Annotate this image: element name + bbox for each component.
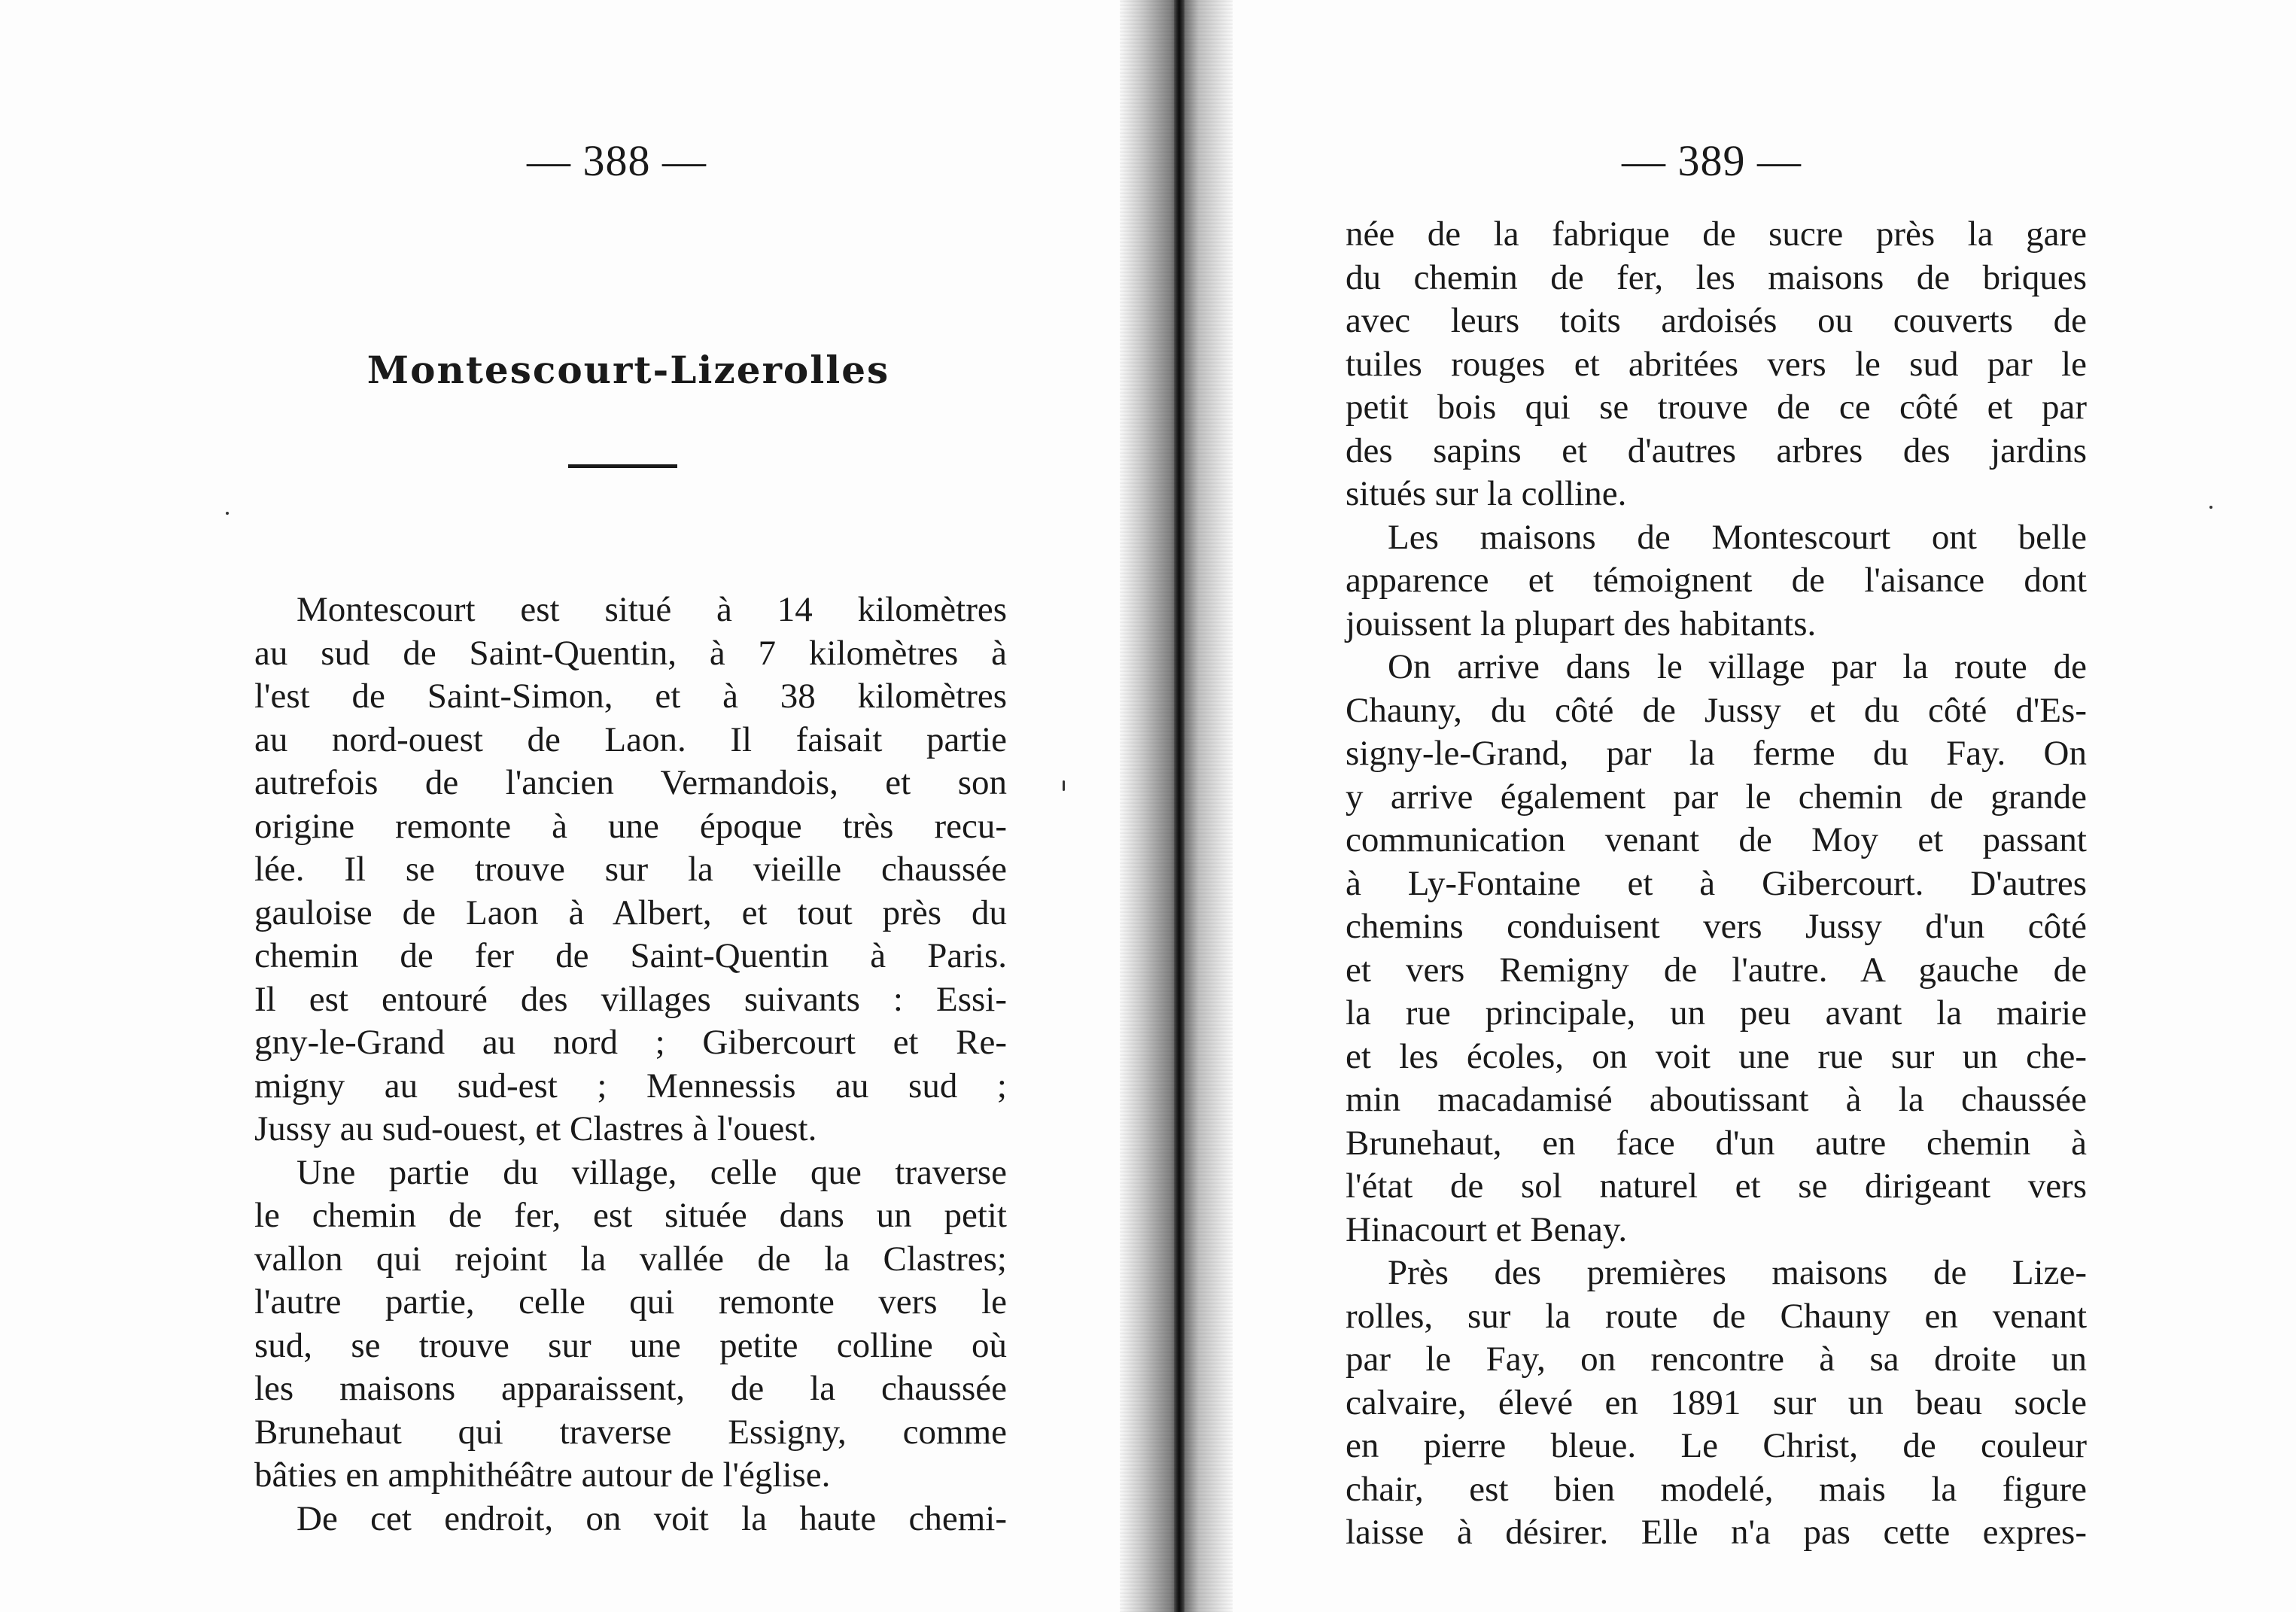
text-line: la rue principale, un peu avant la mairie [1346,993,2087,1033]
text-line: bâties en amphithéâtre autour de l'église. [254,1455,831,1495]
text-line: tuiles rouges et abritées vers le sud par le [1346,344,2087,384]
text-line: à Ly-Fontaine et à Gibercourt. D'autres [1346,863,2087,903]
scan-speck [226,512,229,515]
text-line: chemins conduisent vers Jussy d'un côté [1346,907,2087,946]
text-line: lée. Il se trouve sur la vieille chaussée [254,850,1007,889]
text-line: rolles, sur la route de Chauny en venant [1346,1296,2087,1336]
text-line: chemin de fer de Saint-Quentin à Paris. [254,936,1007,975]
page-number: — 389 — [1622,136,1802,185]
text-line: y arrive également par le chemin de grande [1346,777,2087,817]
scan-speck [1063,780,1065,791]
text-line: au nord-ouest de Laon. Il faisait partie [254,719,1007,759]
text-line: origine remonte à une époque très recu- [254,806,1007,846]
text-line: née de la fabrique de sucre près la gare [1346,214,2087,254]
text-line: Montescourt est situé à 14 kilomètres [297,590,1007,629]
text-line: Les maisons de Montescourt ont belle [1388,517,2087,557]
text-line: des sapins et d'autres arbres des jardins [1346,430,2087,470]
text-line: Chauny, du côté de Jussy et du côté d'Es- [1346,690,2087,730]
text-line: petit bois qui se trouve de ce côté et par [1346,388,2087,427]
text-line: gauloise de Laon à Albert, et tout près du [254,893,1007,932]
text-line: l'est de Saint-Simon, et à 38 kilomètres [254,677,1007,716]
text-line: et les écoles, on voit une rue sur un che- [1346,1036,2087,1076]
page-number: — 388 — [527,136,707,185]
text-line: Brunehaut, en face d'un autre chemin à [1346,1123,2087,1163]
text-line: calvaire, élevé en 1891 sur un beau socle [1346,1382,2087,1422]
text-line: avec leurs toits ardoisés ou couverts de [1346,301,2087,340]
text-line: situés sur la colline. [1346,474,1627,513]
body-text [254,589,1007,1541]
text-line: Il est entouré des villages suivants : Essi- [254,979,1007,1019]
text-line: jouissent la plupart des habitants. [1346,604,1817,643]
text-line: vallon qui rejoint la vallée de la Clastres; [254,1239,1007,1279]
left-page [0,0,1120,1612]
text-line: communication venant de Moy et passant [1346,820,2087,859]
text-line: migny au sud-est ; Mennessis au sud ; [254,1066,1007,1106]
text-line: laisse à désirer. Elle n'a pas cette expres- [1346,1513,2087,1552]
text-line: du chemin de fer, les maisons de briques [1346,257,2087,297]
text-line: et vers Remigny de l'autre. A gauche de [1346,950,2087,990]
text-line: min macadamisé aboutissant à la chaussée [1346,1080,2087,1119]
text-line: signy-le-Grand, par la ferme du Fay. On [1346,734,2087,773]
binding-shadow [1174,0,1184,1612]
body-text [1346,213,2087,1555]
text-line: apparence et témoignent de l'aisance dont [1346,561,2087,600]
text-line: On arrive dans le village par la route de [1388,647,2087,686]
title-rule [568,464,677,468]
right-page [1234,0,2296,1612]
text-line: en pierre bleue. Le Christ, de couleur [1346,1426,2087,1465]
text-line: les maisons apparaissent, de la chaussée [254,1369,1007,1408]
scan-speck [2209,506,2212,509]
text-line: au sud de Saint-Quentin, à 7 kilomètres à [254,633,1007,673]
text-line: Une partie du village, celle que traverse [297,1152,1007,1192]
text-line: l'autre partie, celle qui remonte vers le [254,1282,1007,1322]
text-line: Près des premières maisons de Lize- [1388,1253,2087,1292]
text-line: Jussy au sud-ouest, et Clastres à l'ouest. [254,1109,817,1148]
text-line: De cet endroit, on voit la haute chemi- [297,1498,1007,1538]
text-line: par le Fay, on rencontre à sa droite un [1346,1340,2087,1379]
chapter-title: Montescourt-Lizerolles [366,348,890,392]
text-line: sud, se trouve sur une petite colline où [254,1325,1007,1365]
text-line: chair, est bien modelé, mais la figure [1346,1469,2087,1509]
text-line: l'état de sol naturel et se dirigeant vers [1346,1166,2087,1206]
text-line: autrefois de l'ancien Vermandois, et son [254,763,1007,802]
text-line: Hinacourt et Benay. [1346,1209,1628,1249]
text-line: gny-le-Grand au nord ; Gibercourt et Re- [254,1023,1007,1062]
text-line: Brunehaut qui traverse Essigny, comme [254,1412,1007,1452]
text-line: le chemin de fer, est située dans un petit [254,1196,1007,1235]
